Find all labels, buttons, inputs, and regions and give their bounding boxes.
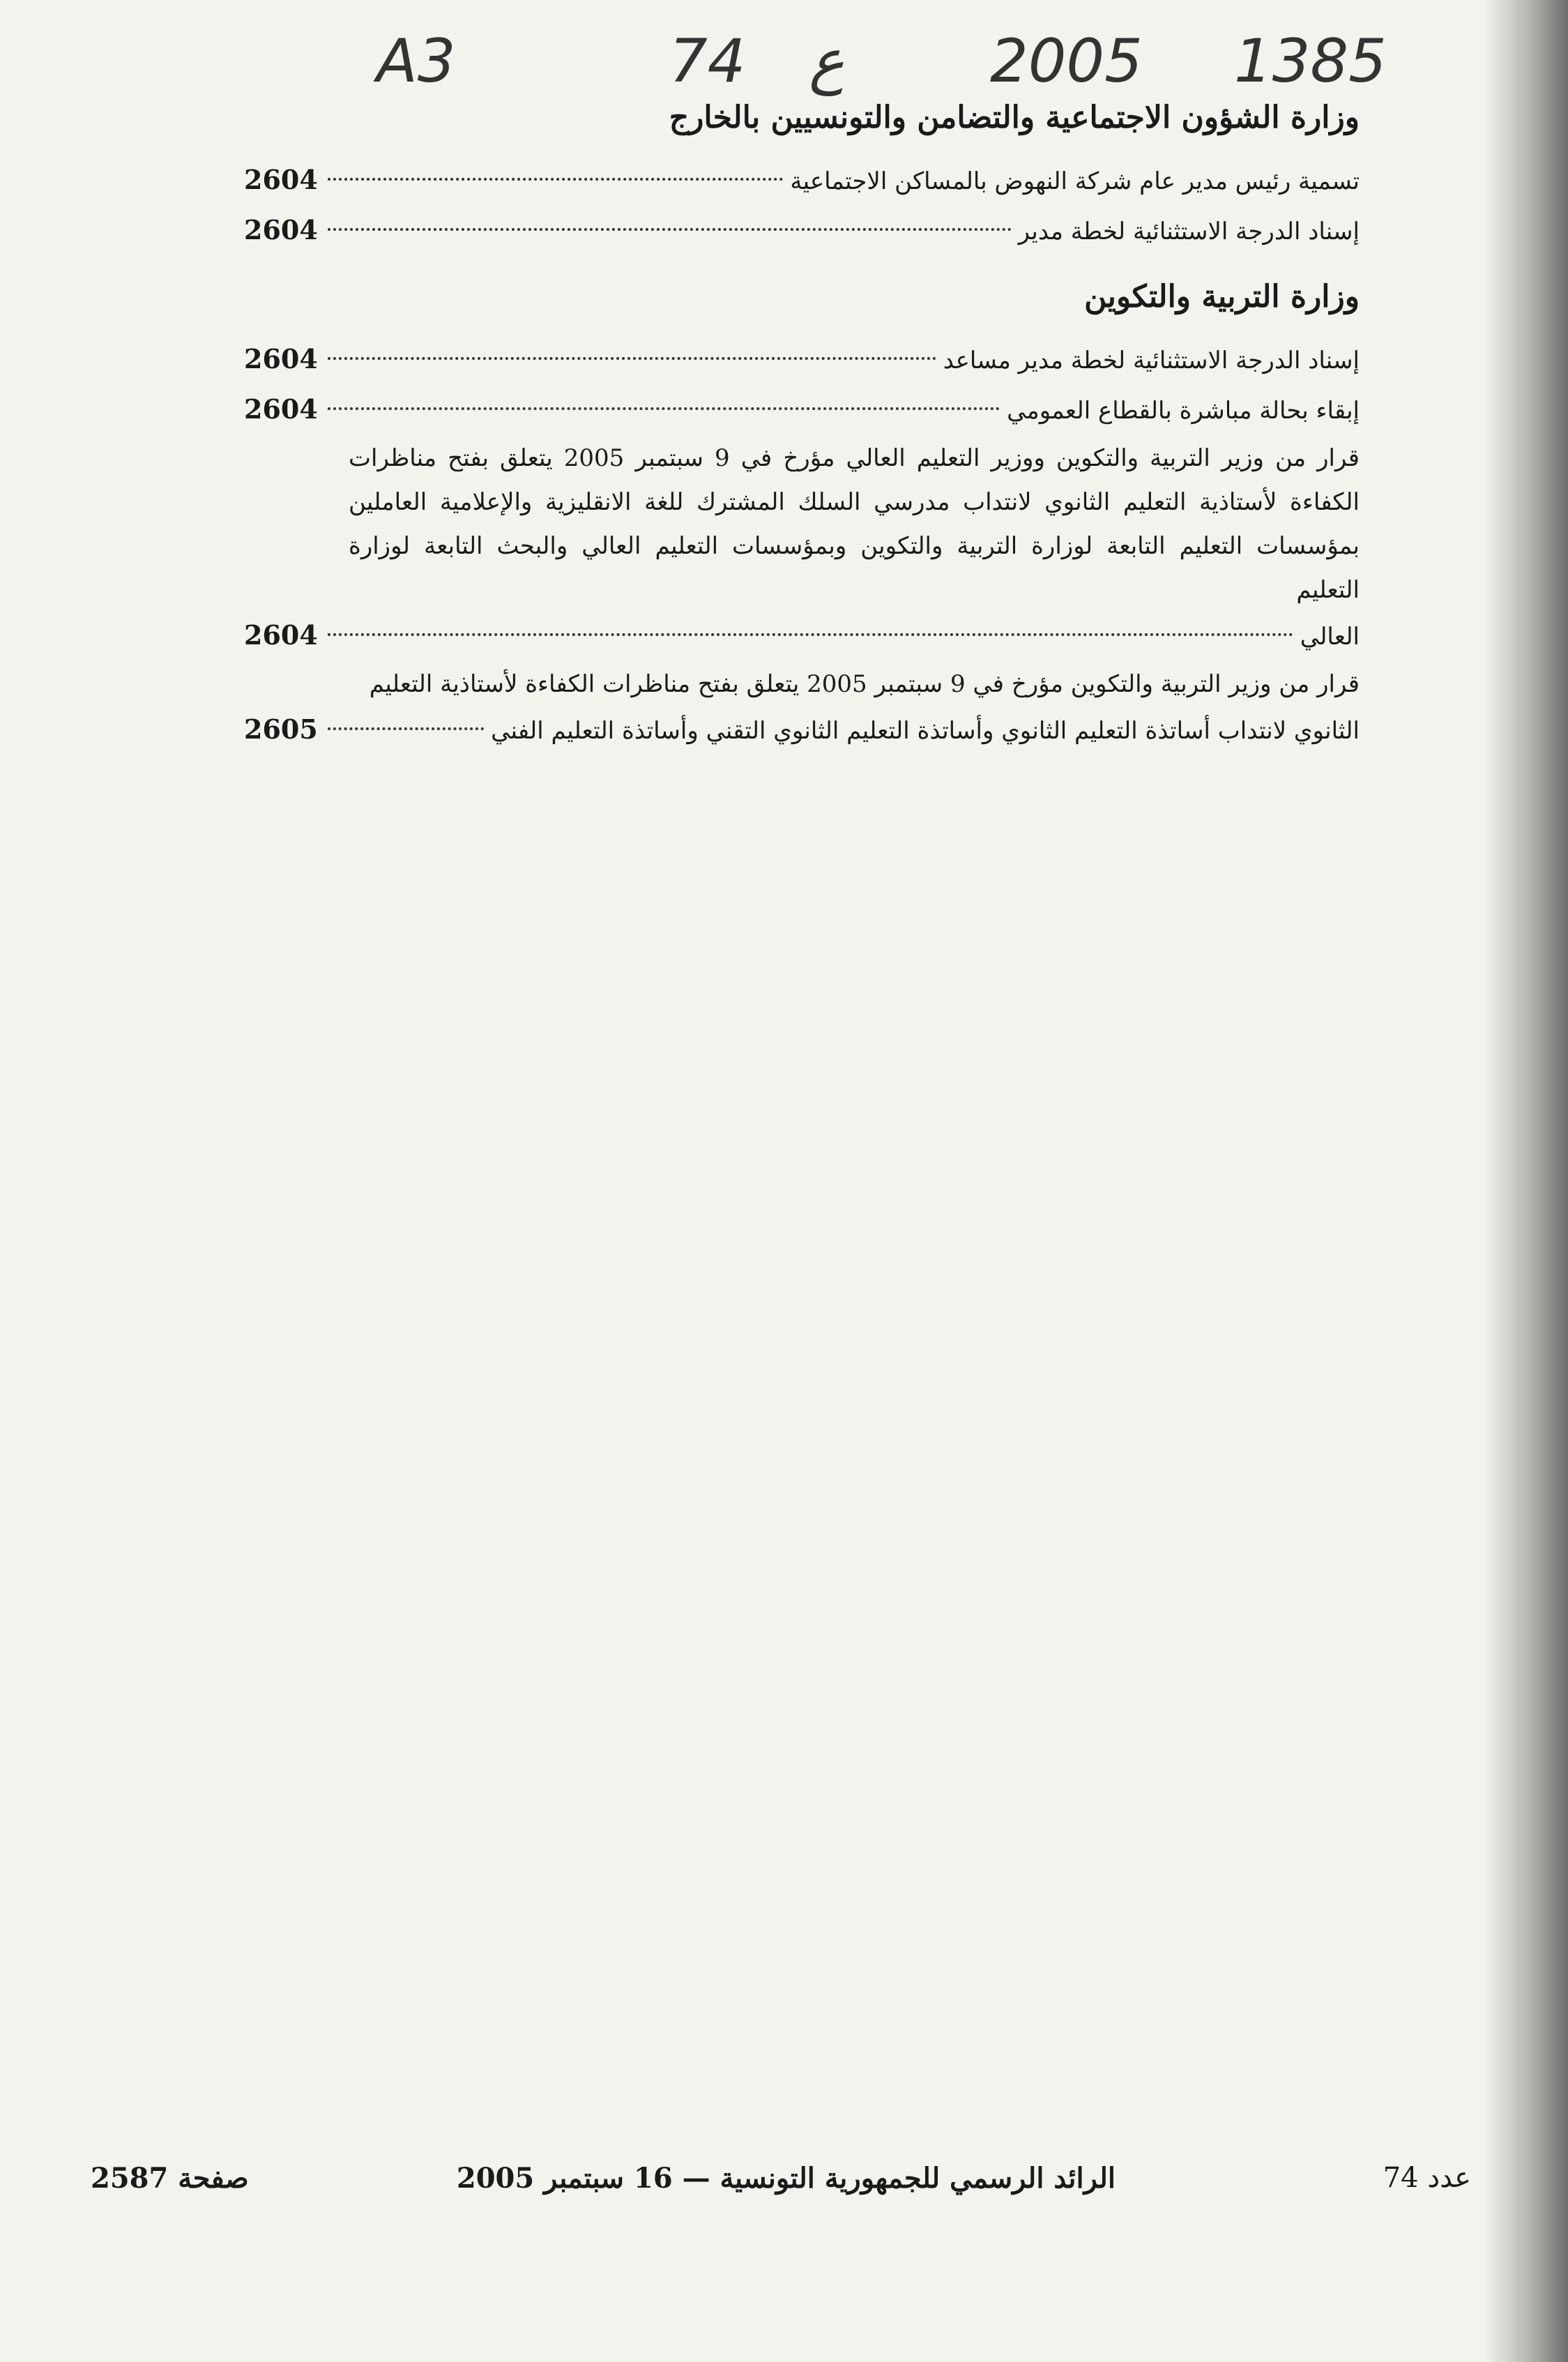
toc-page-number: 2605 xyxy=(244,713,318,745)
toc-entry xyxy=(244,386,1360,437)
toc-entry-text: إبقاء بحالة مباشرة بالقطاع العمومي xyxy=(1007,397,1360,425)
toc-entry-text: تسمية رئيس مدير عام شركة النهوض بالمساكن الاجتماعية xyxy=(790,167,1360,196)
annotation-c: ع xyxy=(809,27,845,96)
issue-number: عدد 74 xyxy=(1383,2162,1471,2194)
toc-page-number: 2604 xyxy=(244,164,318,196)
dot-leader xyxy=(328,407,1000,410)
annotation-e: 1385 xyxy=(1234,27,1387,96)
toc-paragraph-text: قرار من وزير التربية والتكوين مؤرخ في 9 سبتمبر 2005 يتعلق بفتح مناظرات الكفاءة لأستاذية التعليم xyxy=(369,669,1360,698)
page-number: صفحة 2587 xyxy=(91,2162,249,2195)
toc-page-number: 2604 xyxy=(244,619,318,651)
toc-page-number: 2604 xyxy=(244,214,318,246)
toc-entry-text: إسناد الدرجة الاستثنائية لخطة مدير مساعد xyxy=(943,347,1360,375)
toc-entry xyxy=(244,336,1360,386)
page-footer xyxy=(91,2162,1485,2218)
table-of-contents xyxy=(244,98,1360,757)
toc-paragraph-last-line: الثانوي لانتداب أساتذة التعليم الثانوي وأساتذة التعليم الثانوي التقني وأساتذة التعليم الفني xyxy=(491,716,1360,745)
dot-leader xyxy=(328,633,1293,636)
toc-entry xyxy=(244,207,1360,257)
toc-entry-text: إسناد الدرجة الاستثنائية لخطة مدير xyxy=(1018,218,1360,246)
dot-leader xyxy=(328,727,484,730)
toc-paragraph-entry xyxy=(244,437,1360,663)
toc-entry xyxy=(244,157,1360,207)
toc-paragraph-entry xyxy=(244,663,1360,757)
ministry-heading: وزارة الشؤون الاجتماعية والتضامن والتونسيين بالخارج xyxy=(669,100,1360,135)
annotation-b: 74 xyxy=(669,27,746,96)
publication-title: الرائد الرسمي للجمهورية التونسية — 16 سبتمبر 2005 xyxy=(456,2162,1116,2195)
dot-leader xyxy=(328,357,936,360)
toc-page-number: 2604 xyxy=(244,343,318,375)
handwritten-annotation xyxy=(376,13,1408,103)
annotation-a: A3 xyxy=(376,27,456,96)
ministry-heading: وزارة التربية والتكوين xyxy=(1084,279,1360,315)
annotation-d: 2005 xyxy=(990,27,1143,96)
dot-leader xyxy=(328,228,1012,231)
binding-shadow xyxy=(1484,0,1568,2362)
toc-paragraph-last-line: العالي xyxy=(1300,622,1360,651)
dot-leader xyxy=(328,178,783,181)
toc-page-number: 2604 xyxy=(244,393,318,425)
toc-paragraph-text: قرار من وزير التربية والتكوين ووزير التعليم العالي مؤرخ في 9 سبتمبر 2005 يتعلق بفتح مناظرات الكفاءة لأستاذية التعليم الثانوي لانتداب مدرسي السلك المشترك للغة الانقليزية والإعلامية العاملين بمؤسسات التعليم التابعة لوزارة التربية والتكوين وبمؤسسات التعليم العالي والبحث التابعة لوزارة التعليم xyxy=(349,444,1360,605)
